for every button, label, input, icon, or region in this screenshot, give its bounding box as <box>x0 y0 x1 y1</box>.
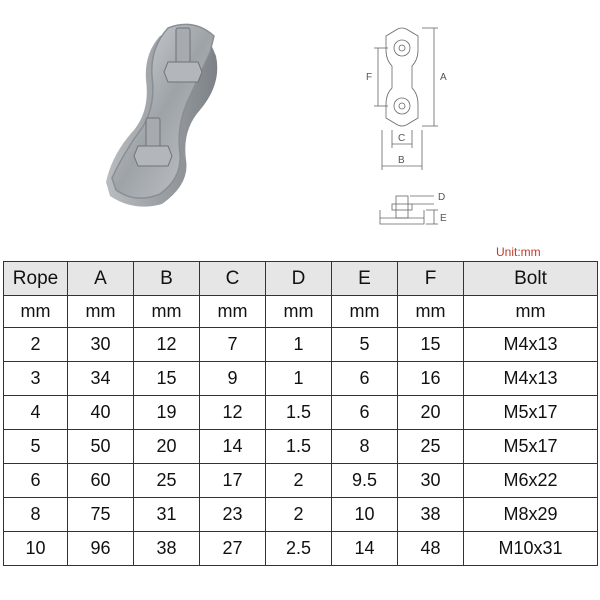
header-a: A <box>68 262 134 296</box>
table-cell: 75 <box>68 498 134 532</box>
table-cell: 1 <box>266 328 332 362</box>
table-cell: 96 <box>68 532 134 566</box>
label-d: D <box>438 192 446 203</box>
unit-label: Unit:mm <box>496 245 541 259</box>
header-row <box>4 262 598 296</box>
table-cell: 5 <box>4 430 68 464</box>
table-cell: 60 <box>68 464 134 498</box>
table-cell: 10 <box>332 498 398 532</box>
table-row <box>4 498 598 532</box>
header-d: D <box>266 262 332 296</box>
unit-cell: mm <box>398 296 464 328</box>
table-cell: 27 <box>200 532 266 566</box>
table-cell: 5 <box>332 328 398 362</box>
unit-cell: mm <box>68 296 134 328</box>
table-cell: 6 <box>332 396 398 430</box>
table-cell: M6x22 <box>464 464 598 498</box>
table-cell: 23 <box>200 498 266 532</box>
table-cell: 10 <box>4 532 68 566</box>
table-cell: 8 <box>4 498 68 532</box>
table-cell: 8 <box>332 430 398 464</box>
table-row <box>4 464 598 498</box>
table-cell: 40 <box>68 396 134 430</box>
table-cell: 1.5 <box>266 396 332 430</box>
header-bolt: Bolt <box>464 262 598 296</box>
product-photo <box>90 14 250 214</box>
table-row <box>4 396 598 430</box>
table-row <box>4 430 598 464</box>
table-cell: 4 <box>4 396 68 430</box>
table-cell: M8x29 <box>464 498 598 532</box>
table-cell: 2.5 <box>266 532 332 566</box>
table-cell: 38 <box>398 498 464 532</box>
table-cell: 30 <box>68 328 134 362</box>
table-cell: 34 <box>68 362 134 396</box>
table-cell: 12 <box>134 328 200 362</box>
table-row <box>4 328 598 362</box>
table-cell: M5x17 <box>464 430 598 464</box>
unit-cell: mm <box>464 296 598 328</box>
table-cell: 3 <box>4 362 68 396</box>
unit-cell: mm <box>266 296 332 328</box>
table-cell: 7 <box>200 328 266 362</box>
table-cell: 20 <box>398 396 464 430</box>
table-cell: M10x31 <box>464 532 598 566</box>
table-cell: 15 <box>398 328 464 362</box>
unit-cell: mm <box>200 296 266 328</box>
dimension-drawing <box>352 14 462 236</box>
table-cell: 14 <box>200 430 266 464</box>
table-cell: 30 <box>398 464 464 498</box>
table-cell: 16 <box>398 362 464 396</box>
label-c: C <box>398 133 406 144</box>
table-cell: 25 <box>134 464 200 498</box>
label-f: F <box>366 72 373 83</box>
table-cell: 2 <box>266 464 332 498</box>
table-cell: M4x13 <box>464 362 598 396</box>
table-cell: 15 <box>134 362 200 396</box>
table-cell: 19 <box>134 396 200 430</box>
table-cell: M5x17 <box>464 396 598 430</box>
unit-cell: mm <box>4 296 68 328</box>
table-cell: 9.5 <box>332 464 398 498</box>
specification-table <box>3 261 598 566</box>
table-cell: M4x13 <box>464 328 598 362</box>
table-cell: 31 <box>134 498 200 532</box>
table-row <box>4 532 598 566</box>
unit-cell: mm <box>332 296 398 328</box>
table-cell: 48 <box>398 532 464 566</box>
table-cell: 50 <box>68 430 134 464</box>
table-cell: 14 <box>332 532 398 566</box>
label-e: E <box>440 213 447 224</box>
table-cell: 1.5 <box>266 430 332 464</box>
unit-row <box>4 296 598 328</box>
header-rope: Rope <box>4 262 68 296</box>
header-b: B <box>134 262 200 296</box>
table-cell: 1 <box>266 362 332 396</box>
table-row <box>4 362 598 396</box>
table-cell: 9 <box>200 362 266 396</box>
label-a: A <box>440 72 447 83</box>
table-cell: 25 <box>398 430 464 464</box>
label-b: B <box>398 155 405 166</box>
table-cell: 2 <box>4 328 68 362</box>
table-cell: 2 <box>266 498 332 532</box>
header-c: C <box>200 262 266 296</box>
table-cell: 6 <box>332 362 398 396</box>
table-cell: 17 <box>200 464 266 498</box>
table-cell: 38 <box>134 532 200 566</box>
table-cell: 6 <box>4 464 68 498</box>
table-cell: 20 <box>134 430 200 464</box>
table-cell: 12 <box>200 396 266 430</box>
unit-cell: mm <box>134 296 200 328</box>
header-f: F <box>398 262 464 296</box>
header-e: E <box>332 262 398 296</box>
